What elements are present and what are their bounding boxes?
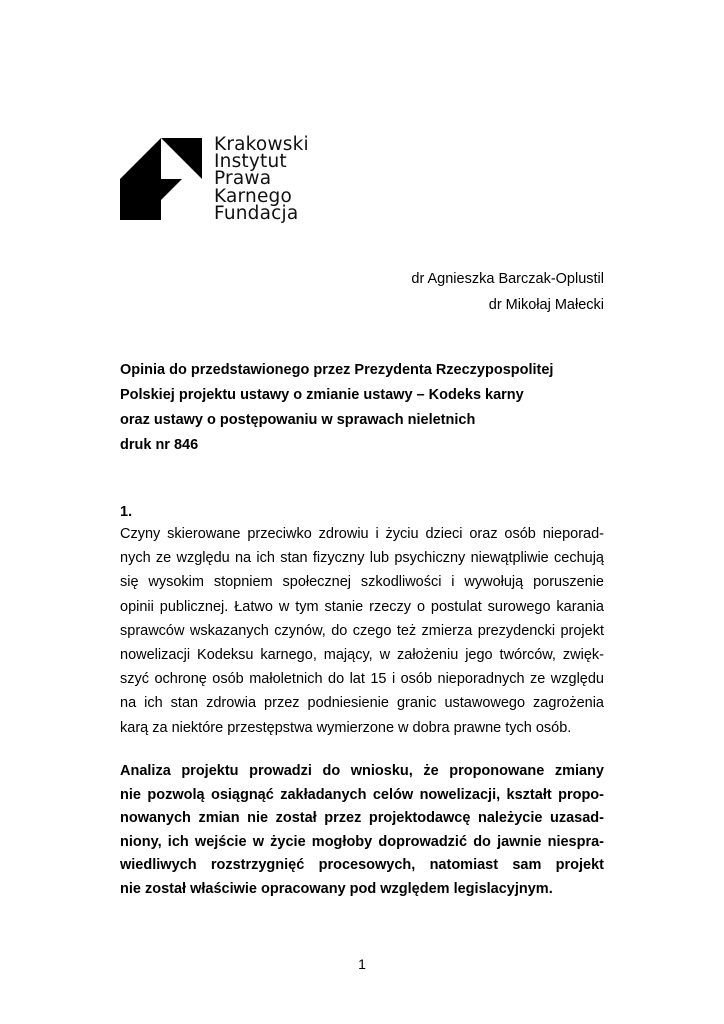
title-line: Opinia do przedstawionego przez Prezydenta Rzeczypospolitej xyxy=(120,362,554,378)
institute-logo xyxy=(120,136,320,226)
title-line: druk nr 846 xyxy=(120,437,199,453)
paragraph-line: nowelizacji Kodeksu karnego, mający, w założeniu jego twórców, zwięk- xyxy=(120,647,604,664)
paragraph-line: szyć ochronę osób małoletnich do lat 15 i osób nieporadnych ze względu xyxy=(120,671,604,688)
paragraph-line: sprawców wskazanych czynów, do czego też zmierza prezydencki projekt xyxy=(120,622,604,639)
paragraph-line: karą za niektóre przestępstwa wymierzone w dobra prawne tych osób. xyxy=(120,719,572,736)
title-line: Polskiej projektu ustawy o zmianie ustawy – Kodeks karny xyxy=(120,387,524,403)
logo-wordmark xyxy=(214,136,309,222)
logo-line: Karnego xyxy=(214,185,292,207)
logo-line: Fundacja xyxy=(214,202,299,224)
page-number: 1 xyxy=(358,956,366,972)
paragraph-line: nie został właściwie opracowany pod względem legislacyjnym. xyxy=(120,880,553,897)
paragraph-line: nie pozwolą osiągnąć zakładanych celów nowelizacji, kształt propo- xyxy=(120,786,604,803)
author-name: dr Agnieszka Barczak-Oplustil xyxy=(411,271,604,287)
paragraph-line: niony, ich wejście w życie mogłoby doprowadzić do jawnie niespra- xyxy=(120,833,604,850)
logo-line: Krakowski xyxy=(214,134,309,155)
logo-line: Prawa xyxy=(214,168,272,190)
title-line: oraz ustawy o postępowaniu w sprawach nieletnich xyxy=(120,412,476,428)
paragraph-line: opinii publicznej. Łatwo w tym stanie rzeczy o postulat surowego karania xyxy=(120,598,604,615)
section-number: 1. xyxy=(120,504,133,520)
paragraph-line: Analiza projektu prowadzi do wniosku, że proponowane zmiany xyxy=(120,763,604,779)
paragraph-line: Czyny skierowane przeciwko zdrowiu i życiu dzieci oraz osób nieporad- xyxy=(120,526,604,542)
paragraph-2-conclusion xyxy=(120,760,604,902)
paragraph-line: się wysokim stopniem społecznej szkodliwości i wywołują poruszenie xyxy=(120,574,604,591)
paragraph-line: wiedliwych rozstrzygnięć procesowych, natomiast sam projekt xyxy=(120,857,604,874)
paragraph-line: nych ze względu na ich stan fizyczny lub psychiczny niewątpliwie cechują xyxy=(120,550,604,567)
paragraph-1 xyxy=(120,522,604,740)
paragraph-line: nowanych zmian nie został przez projektodawcę należycie uzasad- xyxy=(120,810,604,827)
paragraph-line: na ich stan zdrowia przez podniesienie granic ustawowego zagrożenia xyxy=(120,695,604,712)
logo-mark-icon xyxy=(120,138,202,220)
logo-line: Instytut xyxy=(214,151,287,173)
authors-block xyxy=(411,266,604,318)
document-title xyxy=(120,358,610,458)
author-name: dr Mikołaj Małecki xyxy=(488,297,604,313)
